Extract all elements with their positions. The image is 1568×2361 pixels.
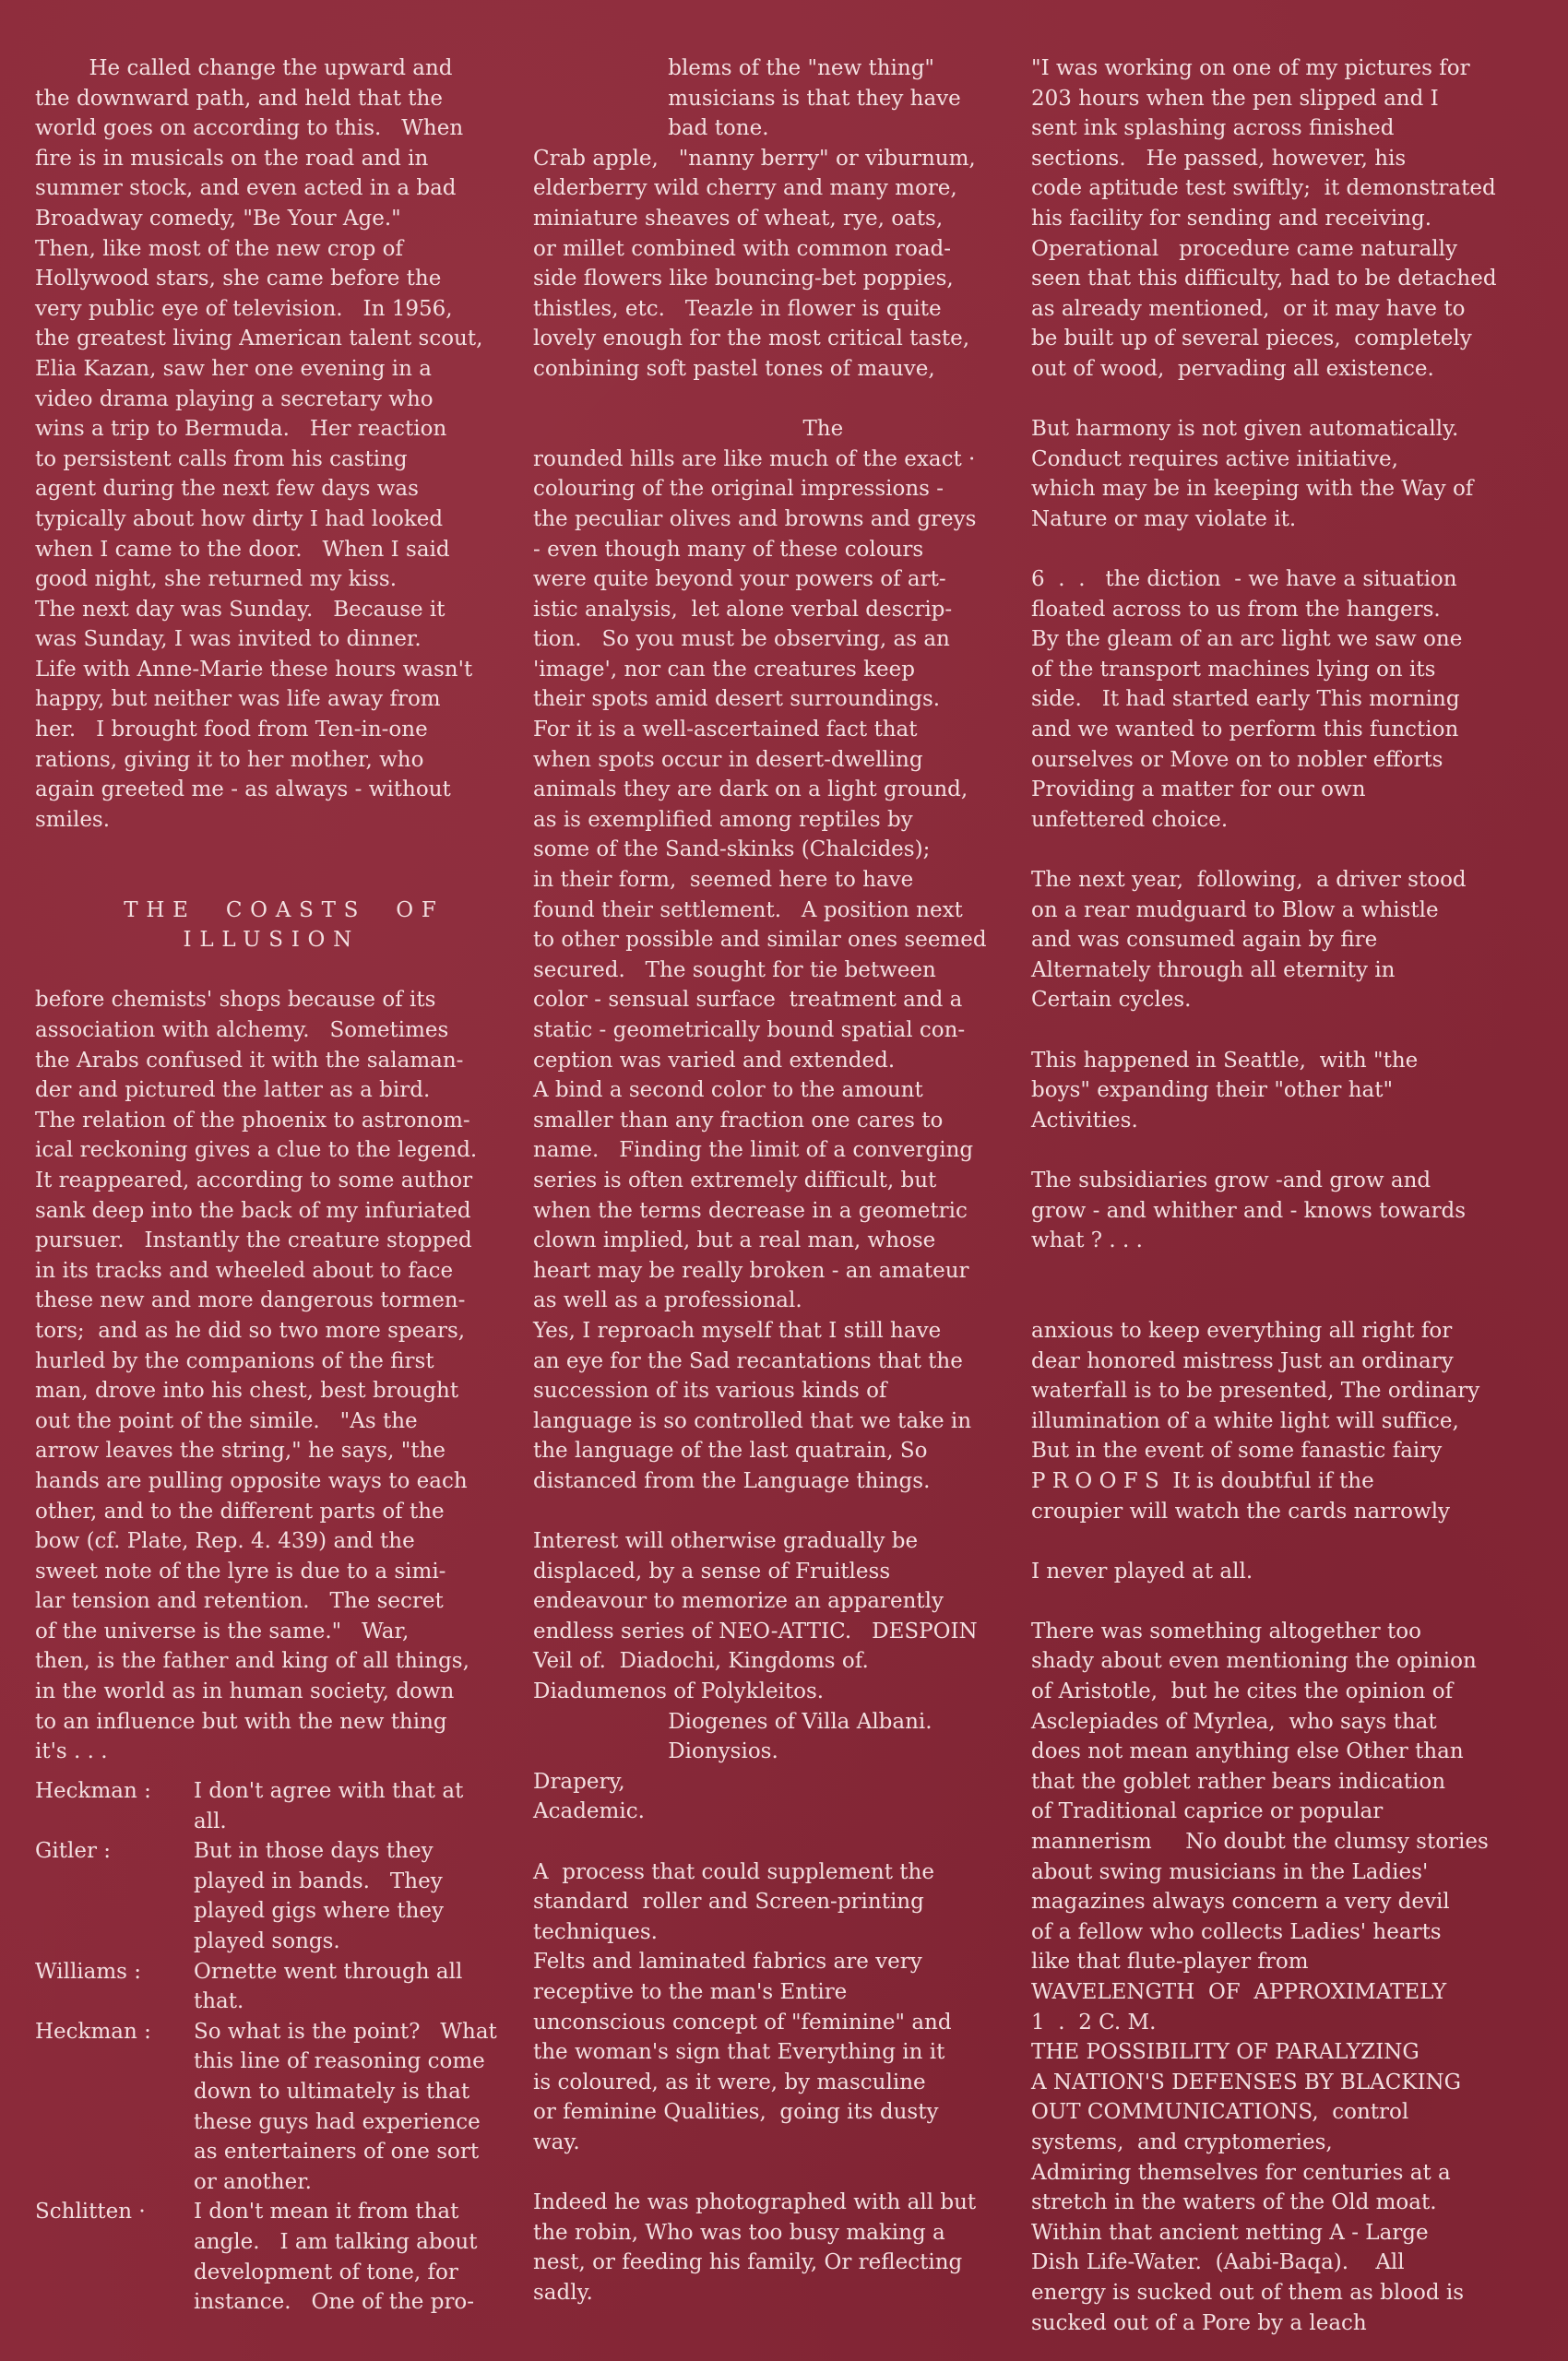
text-line: like that flute-player from [1031,1950,1309,1975]
text-line: these guys had experience [194,2109,481,2134]
text-line: the woman's sign that Everything in it [533,2040,945,2065]
text-line: Dionysios. [533,1739,778,1764]
text-line: Yes, I reproach myself that I still have [533,1318,942,1343]
text-line: Interest will otherwise gradually be [533,1529,919,1554]
text-line: ourselves or Move on to nobler efforts [1031,747,1443,772]
text-line [1031,535,1552,565]
text-line: is coloured, as it were, by masculine [533,2070,926,2094]
text-line: floated across to us from the hangers. [1031,597,1441,622]
text-line: does not mean anything else Other than [1031,1739,1464,1764]
speaker-name: Schlitten · [35,2200,146,2225]
text-line: Alternately through all eternity in [1031,957,1396,982]
text-line: Then, like most of the new crop of [35,236,403,261]
text-line: Academic. [533,1799,645,1824]
text-line: standard roller and Screen-printing [533,1890,924,1915]
text-line [1031,1586,1552,1617]
text-line: world goes on according to this. When [35,116,464,141]
text-line: This happened in Seattle, with "the [1031,1048,1419,1073]
text-line: seen that this difficulty, had to be detached [1031,267,1497,291]
text-line [533,1497,1036,1527]
text-line: these new and more dangerous tormen- [35,1288,466,1313]
text-line: bad tone. [533,116,769,141]
text-line [533,385,1036,415]
text-line: But harmony is not given automatically. [1031,417,1459,442]
text-line: sections. He passed, however, his [1031,146,1407,171]
text-line: unfettered choice. [1031,807,1229,832]
text-line [1031,385,1552,415]
text-line: A bind a second color to the amount [533,1078,923,1103]
text-line: dear honored mistress Just an ordinary [1031,1348,1454,1373]
text-line: P R O O F S It is doubtful if the [1031,1468,1374,1493]
text-line: good night, she returned my kiss. [35,567,397,592]
text-line: - even though many of these colours [533,537,924,562]
text-line: I don't agree with that at [194,1779,464,1803]
text-line: as entertainers of one sort [194,2140,480,2165]
text-line: It reappeared, according to some author [35,1168,473,1192]
text-line: of a fellow who collects Ladies' hearts [1031,1919,1442,1944]
text-line: illumination of a white light will suffice, [1031,1408,1459,1433]
speaker-text [194,1836,544,1956]
text-line: when the terms decrease in a geometric [533,1198,968,1223]
text-line: and we wanted to perform this function [1031,718,1459,742]
text-line: shady about even mentioning the opinion [1031,1649,1477,1674]
text-line: wins a trip to Bermuda. Her reaction [35,417,447,442]
text-line: 'image', nor can the creatures keep [533,657,915,682]
text-line: and was consumed again by fire [1031,928,1378,953]
text-line: what ? . . . [1031,1228,1143,1253]
text-line: elderberry wild cherry and many more, [533,176,957,201]
text-line: lar tension and retention. The secret [35,1589,444,1614]
text-line: in the world as in human society, down [35,1679,455,1704]
text-line [35,865,538,896]
text-line: thistles, etc. Teazle in flower is quite [533,296,942,321]
text-line: displaced, by a sense of Fruitless [533,1559,891,1584]
text-line: in its tracks and wheeled about to face [35,1258,454,1283]
text-line: that the goblet rather bears indication [1031,1769,1446,1794]
text-line: hurled by the companions of the first [35,1348,434,1373]
text-line: man, drove into his chest, best brought [35,1379,459,1404]
speaker-text [194,1776,544,1836]
text-line: typically about how dirty I had looked [35,506,444,531]
text-line: istic analysis, let alone verbal descrip- [533,597,953,622]
text-line: it's . . . [35,1739,108,1764]
text-line: about swing musicians in the Ladies' [1031,1859,1429,1884]
text-line: sucked out of a Pore by a leach [1031,2310,1367,2335]
text-line: Providing a matter for our own [1031,777,1366,802]
text-line [1031,835,1552,865]
text-line: sank deep into the back of my infuriated [35,1198,471,1223]
text-line: in their form, seemed here to have [533,868,914,893]
text-line: as already mentioned, or it may have to [1031,296,1466,321]
text-line: I don't mean it from that [194,2200,459,2225]
text-line: agent during the next few days was [35,477,419,502]
text-line: out the point of the simile. "As the [35,1408,418,1433]
text-line: instance. One of the pro- [194,2290,475,2315]
text-line [1031,1256,1552,1287]
text-line: bow (cf. Plate, Rep. 4. 439) and the [35,1529,415,1554]
text-line: of the universe is the same." War, [35,1619,410,1643]
text-line: tors; and as he did so two more spears, [35,1318,466,1343]
text-line: this line of reasoning come [194,2049,485,2074]
text-line: Indeed he was photographed with all but [533,2190,977,2215]
text-line: receptive to the man's Entire [533,1980,848,2004]
text-line: the robin, Who was too busy making a [533,2220,945,2245]
text-line: the downward path, and held that the [35,86,443,111]
text-line: static - geometrically bound spatial con- [533,1018,966,1042]
text-line: Drapery, [533,1769,625,1794]
text-line: ception was varied and extended. [533,1048,896,1073]
text-line: name. Finding the limit of a converging [533,1138,974,1163]
speaker-name: Gitler : [35,1839,111,1864]
text-line: Elia Kazan, saw her one evening in a [35,356,432,381]
text-line: Diogenes of Villa Albani. [533,1709,932,1734]
text-line: croupier will watch the cards narrowly [1031,1499,1451,1524]
text-line: smiles. [35,807,111,832]
text-line: be built up of several pieces, completely [1031,326,1472,351]
text-line: way. [533,2130,580,2154]
column-1 [35,53,538,1767]
text-line: Admiring themselves for centuries at a [1031,2160,1451,2185]
text-line: when I came to the door. When I said [35,537,450,562]
text-line: endeavour to memorize an apparently [533,1589,944,1614]
text-line: magazines always concern a very devil [1031,1890,1450,1915]
text-line: on a rear mudguard to Blow a whistle [1031,897,1439,922]
text-line: rations, giving it to her mother, who [35,747,424,772]
text-line: Broadway comedy, "Be Your Age." [35,206,401,231]
text-line: or feminine Qualities, going its dusty [533,2100,939,2125]
text-line: "I was working on one of my pictures for [1031,56,1470,80]
text-line: of Aristotle, but he cites the opinion of [1031,1679,1454,1704]
text-line [533,2158,1036,2189]
text-line: Diadumenos of Polykleitos. [533,1679,825,1704]
text-line: hands are pulling opposite ways to each [35,1468,468,1493]
text-line: animals they are dark on a light ground, [533,777,968,802]
text-line: series is often extremely difficult, but [533,1168,937,1192]
text-line: played songs. [194,1928,340,1953]
text-line: heart may be really broken - an amateur [533,1258,969,1283]
text-line: der and pictured the latter as a bird. [35,1078,431,1103]
text-line: He called change the upward and [35,56,453,80]
text-line [1031,1135,1552,1166]
speaker-name: Williams : [35,1959,142,1984]
text-line: as is exemplified among reptiles by [533,807,913,832]
text-line: Nature or may violate it. [1031,506,1297,531]
text-line: video drama playing a secretary who [35,386,434,411]
text-line: WAVELENGTH OF APPROXIMATELY [1031,1980,1447,2004]
text-line: Certain cycles. [1031,988,1192,1013]
text-line: again greeted me - as always - without [35,777,451,802]
text-line: played gigs where they [194,1899,445,1924]
text-line: then, is the father and king of all things, [35,1649,469,1674]
text-line: angle. I am talking about [194,2229,478,2254]
section-heading: THE COASTS OF [35,897,445,922]
text-line: unconscious concept of "feminine" and [533,2010,952,2035]
text-line: color - sensual surface treatment and a [533,988,963,1013]
section-heading: ILLUSION [35,928,361,953]
text-line: code aptitude test swiftly; it demonstrated [1031,176,1496,201]
text-line: The [533,417,844,442]
text-line: an eye for the Sad recantations that the [533,1348,963,1373]
text-line: anxious to keep everything all right for [1031,1318,1453,1343]
text-line: very public eye of television. In 1956, [35,296,453,321]
text-line: sent ink splashing across finished [1031,116,1395,141]
text-line: side. It had started early This morning [1031,687,1460,712]
text-line: systems, and cryptomeries, [1031,2130,1333,2154]
text-line: boys" expanding their "other hat" [1031,1078,1394,1103]
text-line: when spots occur in desert-dwelling [533,747,923,772]
text-line: or another. [194,2169,312,2194]
text-line [1031,1286,1552,1316]
text-line: stretch in the waters of the Old moat. [1031,2190,1437,2215]
column-3 [1031,53,1552,2338]
speaker-text [194,2017,544,2198]
text-line: of Traditional caprice or popular [1031,1799,1384,1824]
text-line: There was something altogether too [1031,1619,1421,1643]
text-line: language is so controlled that we take in [533,1408,972,1433]
text-line: that. [194,1989,244,2014]
text-line: summer stock, and even acted in a bad [35,176,457,201]
text-line: side flowers like bouncing-bet poppies, [533,267,954,291]
text-line: found their settlement. A position next [533,897,963,922]
text-line: energy is sucked out of them as blood is [1031,2280,1465,2305]
text-line: secured. The sought for tie between [533,957,936,982]
text-line: endless series of NEO-ATTIC. DESPOIN [533,1619,978,1643]
text-line: to persistent calls from his casting [35,446,408,471]
text-line: Operational procedure came naturally [1031,236,1457,261]
text-line: their spots amid desert surroundings. [533,687,941,712]
text-line: For it is a well-ascertained fact that [533,718,918,742]
text-line: tion. So you must be observing, as an [533,627,950,652]
text-line: happy, but neither was life away from [35,687,441,712]
text-line: Dish Life-Water. (Aabi-Baqa). All [1031,2250,1405,2275]
text-line: nest, or feeding his family, Or reflecting [533,2250,963,2275]
text-line: the peculiar olives and browns and greys [533,506,977,531]
text-line: 203 hours when the pen slipped and I [1031,86,1439,111]
text-line: some of the Sand-skinks (Chalcides); [533,837,931,862]
text-line: ical reckoning gives a clue to the legend. [35,1138,478,1163]
text-line: development of tone, for [194,2260,458,2284]
text-line: But in the event of some fanastic fairy [1031,1439,1443,1464]
text-line: sadly. [533,2280,593,2305]
text-line [35,835,538,865]
text-line: sweet note of the lyre is due to a simi- [35,1559,446,1584]
text-line: The subsidiaries grow -and grow and [1031,1168,1431,1192]
text-line: all. [194,1809,227,1833]
text-line: blems of the "new thing" [533,56,935,80]
text-line: Conduct requires active initiative, [1031,446,1398,471]
text-line: to an influence but with the new thing [35,1709,447,1734]
text-line: before chemists' shops because of its [35,988,436,1013]
text-line: succession of its various kinds of [533,1379,887,1404]
text-line: was Sunday, I was invited to dinner. [35,627,422,652]
text-line: fire is in musicals on the road and in [35,146,429,171]
text-line: THE POSSIBILITY OF PARALYZING [1031,2040,1420,2065]
text-line: miniature sheaves of wheat, rye, oats, [533,206,944,231]
text-line: her. I brought food from Ten-in-one [35,718,428,742]
text-line: or millet combined with common road- [533,236,952,261]
text-line: Within that ancient netting A - Large [1031,2220,1429,2245]
text-line: rounded hills are like much of the exact · [533,446,976,471]
text-line: the Arabs confused it with the salaman- [35,1048,464,1073]
text-line: played in bands. They [194,1869,443,1893]
text-line: techniques. [533,1919,658,1944]
text-line: Veil of. Diadochi, Kingdoms of. [533,1649,869,1674]
text-line [533,1827,1036,1857]
text-line: other, and to the different parts of the [35,1499,445,1524]
text-line: to other possible and similar ones seemed [533,928,987,953]
speaker-name: Heckman : [35,1779,151,1803]
text-line: Felts and laminated fabrics are very [533,1950,922,1975]
text-line: A process that could supplement the [533,1859,934,1884]
text-line: Life with Anne-Marie these hours wasn't [35,657,473,682]
text-line: his facility for sending and receiving. [1031,206,1432,231]
text-line: arrow leaves the string," he says, "the [35,1439,445,1464]
text-line: of the transport machines lying on its [1031,657,1436,682]
text-line: Ornette went through all [194,1959,463,1984]
text-line: were quite beyond your powers of art- [533,567,946,592]
text-line: down to ultimately is that [194,2079,470,2104]
text-line: A NATION'S DEFENSES BY BLACKING [1031,2070,1462,2094]
text-line: association with alchemy. Sometimes [35,1018,449,1042]
text-line: Hollywood stars, she came before the [35,267,442,291]
text-line: distanced from the Language things. [533,1468,931,1493]
speaker-text [194,2197,544,2317]
speaker-name: Heckman : [35,2019,151,2044]
text-line: Crab apple, "nanny berry" or viburnum, [533,146,976,171]
text-line: the language of the last quatrain, So [533,1439,928,1464]
text-line: which may be in keeping with the Way of [1031,477,1474,502]
text-line: OUT COMMUNICATIONS, control [1031,2100,1409,2125]
text-line: I never played at all. [1031,1559,1253,1584]
text-line: waterfall is to be presented, The ordinary [1031,1379,1480,1404]
text-line: 6 . . the diction - we have a situation [1031,567,1457,592]
text-line [1031,1015,1552,1046]
text-line: as well as a professional. [533,1288,802,1313]
text-line: grow - and whither and - knows towards [1031,1198,1467,1223]
text-line: By the gleam of an arc light we saw one [1031,627,1463,652]
text-line: But in those days they [194,1839,434,1864]
text-line: The next day was Sunday. Because it [35,597,445,622]
speaker-text [194,1957,544,2017]
text-line: pursuer. Instantly the creature stopped [35,1228,472,1253]
text-line: So what is the point? What [194,2019,497,2044]
column-2 [533,53,1036,2308]
text-line [1031,1526,1552,1557]
text-line: 1 . 2 C. M. [1031,2010,1157,2035]
text-line: the greatest living American talent scout, [35,326,483,351]
text-line: lovely enough for the most critical taste, [533,326,970,351]
text-line: conbining soft pastel tones of mauve, [533,356,935,381]
text-line: Activities. [1031,1108,1138,1133]
text-line: out of wood, pervading all existence. [1031,356,1434,381]
text-line: Asclepiades of Myrlea, who says that [1031,1709,1437,1734]
text-line: mannerism No doubt the clumsy stories [1031,1830,1489,1855]
text-line: smaller than any fraction one cares to [533,1108,944,1133]
text-line: colouring of the original impressions - [533,477,944,502]
text-line: The relation of the phoenix to astronom- [35,1108,470,1133]
text-line: clown implied, but a real man, whose [533,1228,936,1253]
text-line: The next year, following, a driver stood [1031,868,1467,893]
text-line: musicians is that they have [533,86,961,111]
text-line [35,955,538,986]
